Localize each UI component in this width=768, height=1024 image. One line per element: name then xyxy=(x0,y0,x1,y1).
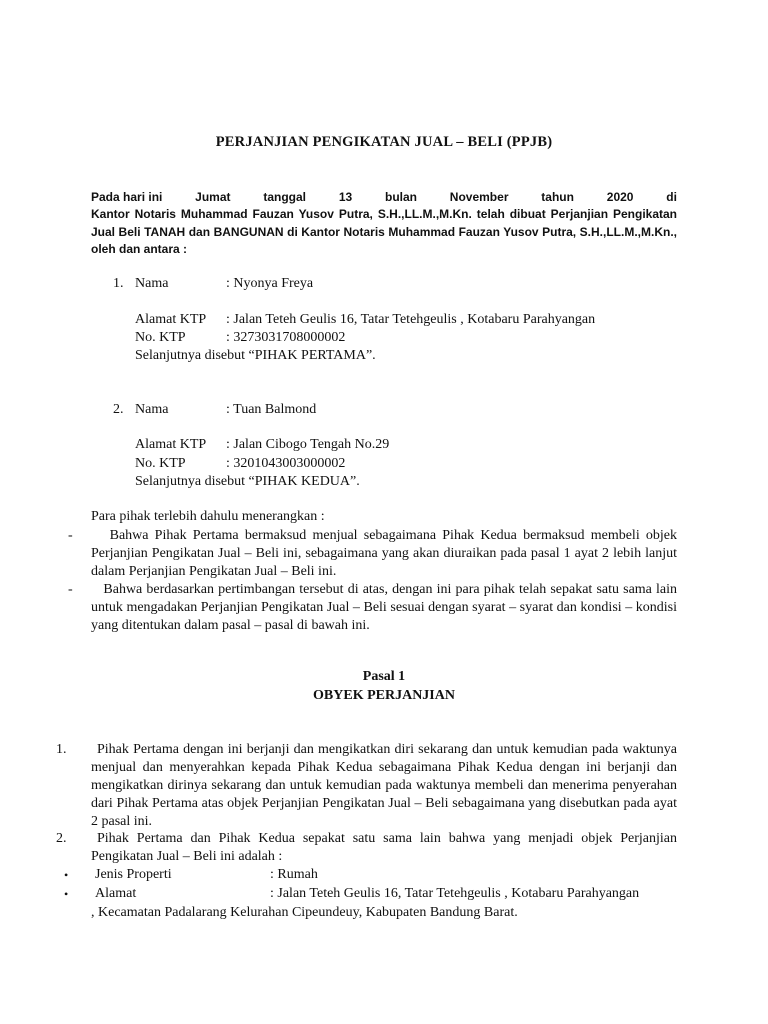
party-name-value: : Tuan Balmond xyxy=(226,402,317,417)
intro-word: November xyxy=(449,190,509,204)
preamble-intro: Para pihak terlebih dahulu menerangkan : xyxy=(91,509,325,524)
party-name-label: Nama xyxy=(135,276,169,291)
detail-value: : Rumah xyxy=(270,867,318,882)
bullet-icon: • xyxy=(64,887,69,901)
party-alias: Selanjutnya disebut “PIHAK PERTAMA”. xyxy=(135,348,376,363)
party-ktp-value: : 3273031708000002 xyxy=(226,330,346,345)
preamble-item: Bahwa berdasarkan pertimbangan tersebut di atas, dengan ini para pihak telah sepakat satu sama lain untuk mengadakan Perjanjian Pengikatan Jual – Beli sesuai dengan syarat – syarat dan kondisi – kondisi yang ditentukan dalam pasal – pasal di bawah ini. xyxy=(91,582,681,633)
intro-word: 13 xyxy=(338,190,353,204)
party-ktp-value: : 3201043003000002 xyxy=(226,456,346,471)
party-address-value: : Jalan Teteh Geulis 16, Tatar Tetehgeulis , Kotabaru Parahyangan xyxy=(226,312,596,327)
party-address-label: Alamat KTP xyxy=(135,312,207,327)
party-alias: Selanjutnya disebut “PIHAK KEDUA”. xyxy=(135,474,360,489)
intro-word: di xyxy=(666,190,677,204)
article-item-text: Pihak Pertama dan Pihak Kedua sepakat satu sama lain bahwa yang menjadi objek Perjanjian Pengikatan Jual – Beli ini adalah : xyxy=(91,831,677,864)
article-item-text: Pihak Pertama dengan ini berjanji dan mengikatkan diri sekarang dan untuk kemudian pada waktunya menjual dan menyerahkan kepada Pihak Kedua sebagaimana Pihak Kedua dengan ini berjanji dan mengikatkan dirinya sekarang dan untuk kemudian pada waktunya membeli dan menerima penyerahan dari Pihak Pertama atas objek Perjanjian Pengikatan Jual – Beli sebagaimana yang disebutkan pada ayat 2 pasal ini. xyxy=(91,742,677,829)
bullet-icon: • xyxy=(64,868,69,882)
pasal-heading: Pasal 1 xyxy=(362,669,406,684)
intro-first-line xyxy=(91,189,677,207)
party-name-value: : Nyonya Freya xyxy=(226,276,314,291)
party-ktp-label: No. KTP xyxy=(135,330,186,345)
intro-word: tanggal xyxy=(263,190,306,204)
party-address-label: Alamat KTP xyxy=(135,437,207,452)
intro-word: 2020 xyxy=(606,190,634,204)
detail-label: Jenis Properti xyxy=(95,867,172,882)
intro-word: tahun xyxy=(541,190,574,204)
party-number: 2. xyxy=(113,402,124,417)
document-title: PERJANJIAN PENGIKATAN JUAL – BELI (PPJB) xyxy=(215,134,553,150)
party-name-label: Nama xyxy=(135,402,169,417)
preamble-item: Bahwa Pihak Pertama bermaksud menjual sebagaimana Pihak Kedua bermaksud membeli objek Perjanjian Pengikatan Jual – Beli ini, sebagaimana yang akan diuraikan pada pasal 1 ayat 2 lebih lanjut dalam Perjanjian Pengikatan Jual – Beli ini. xyxy=(91,528,681,579)
party-address-value: : Jalan Cibogo Tengah No.29 xyxy=(226,437,390,452)
party-ktp-label: No. KTP xyxy=(135,456,186,471)
pasal-subheading: OBYEK PERJANJIAN xyxy=(313,688,455,703)
article-item-number: 2. xyxy=(56,831,67,846)
preamble-dash: - xyxy=(68,528,73,543)
party-number: 1. xyxy=(113,276,124,291)
detail-label: Alamat xyxy=(95,886,137,901)
detail-value-continuation: , Kecamatan Padalarang Kelurahan Cipeundeuy, Kabupaten Bandung Barat. xyxy=(91,905,518,920)
article-item-number: 1. xyxy=(56,742,67,757)
intro-paragraph: Kantor Notaris Muhammad Fauzan Yusov Putra, S.H.,LL.M.,M.Kn. telah dibuat Perjanjian Pengikatan Jual Beli TANAH dan BANGUNAN di Kantor Notaris Muhammad Fauzan Yusov Putra, S.H.,LL.M.,M.Kn., oleh dan antara : xyxy=(91,207,677,256)
intro-word: bulan xyxy=(384,190,417,204)
detail-value: : Jalan Teteh Geulis 16, Tatar Tetehgeulis , Kotabaru Parahyangan xyxy=(270,886,640,901)
intro-word: Pada hari ini xyxy=(91,190,163,204)
preamble-dash: - xyxy=(68,582,73,597)
intro-word: Jumat xyxy=(195,190,231,204)
